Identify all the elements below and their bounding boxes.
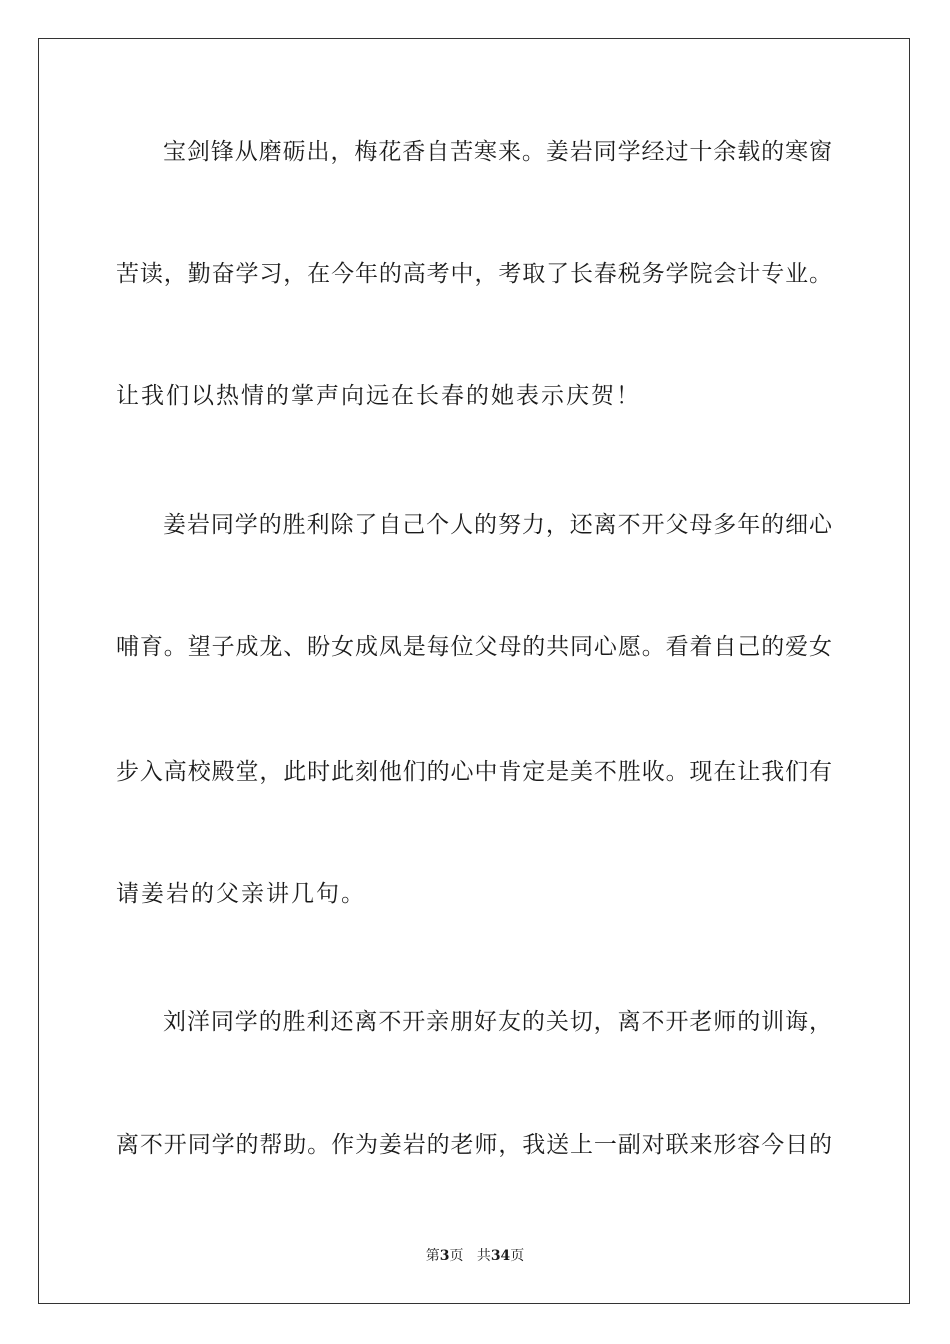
page-footer bbox=[0, 1247, 950, 1265]
footer-page-prefix: 第 bbox=[425, 1248, 440, 1264]
footer-total-pages: 34 bbox=[490, 1248, 511, 1264]
footer-page-number: 3 bbox=[439, 1248, 450, 1264]
footer-page-suffix: 页 bbox=[449, 1248, 464, 1264]
paragraph-1-line-2: 苦读，勤奋学习，在今年的高考中，考取了长春税务学院会计专业。 bbox=[116, 261, 832, 287]
paragraph-3-line-1: 刘洋同学的胜利还离不开亲朋好友的关切，离不开老师的训诲， bbox=[163, 1009, 832, 1035]
paragraph-2-line-2: 哺育。望子成龙、盼女成凤是每位父母的共同心愿。看着自己的爱女 bbox=[116, 634, 832, 660]
paragraph-3-line-2: 离不开同学的帮助。作为姜岩的老师，我送上一副对联来形容今日的 bbox=[116, 1132, 832, 1158]
paragraph-2-line-4: 请姜岩的父亲讲几句。 bbox=[116, 881, 366, 907]
footer-total-suffix: 页 bbox=[510, 1248, 525, 1264]
paragraph-1-line-1: 宝剑锋从磨砺出，梅花香自苦寒来。姜岩同学经过十余载的寒窗 bbox=[163, 139, 832, 165]
paragraph-2-line-1: 姜岩同学的胜利除了自己个人的努力，还离不开父母多年的细心 bbox=[163, 512, 832, 538]
paragraph-1-line-3: 让我们以热情的掌声向远在长春的她表示庆贺！ bbox=[116, 383, 641, 409]
footer-total-prefix: 共 bbox=[476, 1248, 491, 1264]
page-border bbox=[38, 38, 910, 1304]
paragraph-2-line-3: 步入高校殿堂，此时此刻他们的心中肯定是美不胜收。现在让我们有 bbox=[116, 759, 832, 785]
